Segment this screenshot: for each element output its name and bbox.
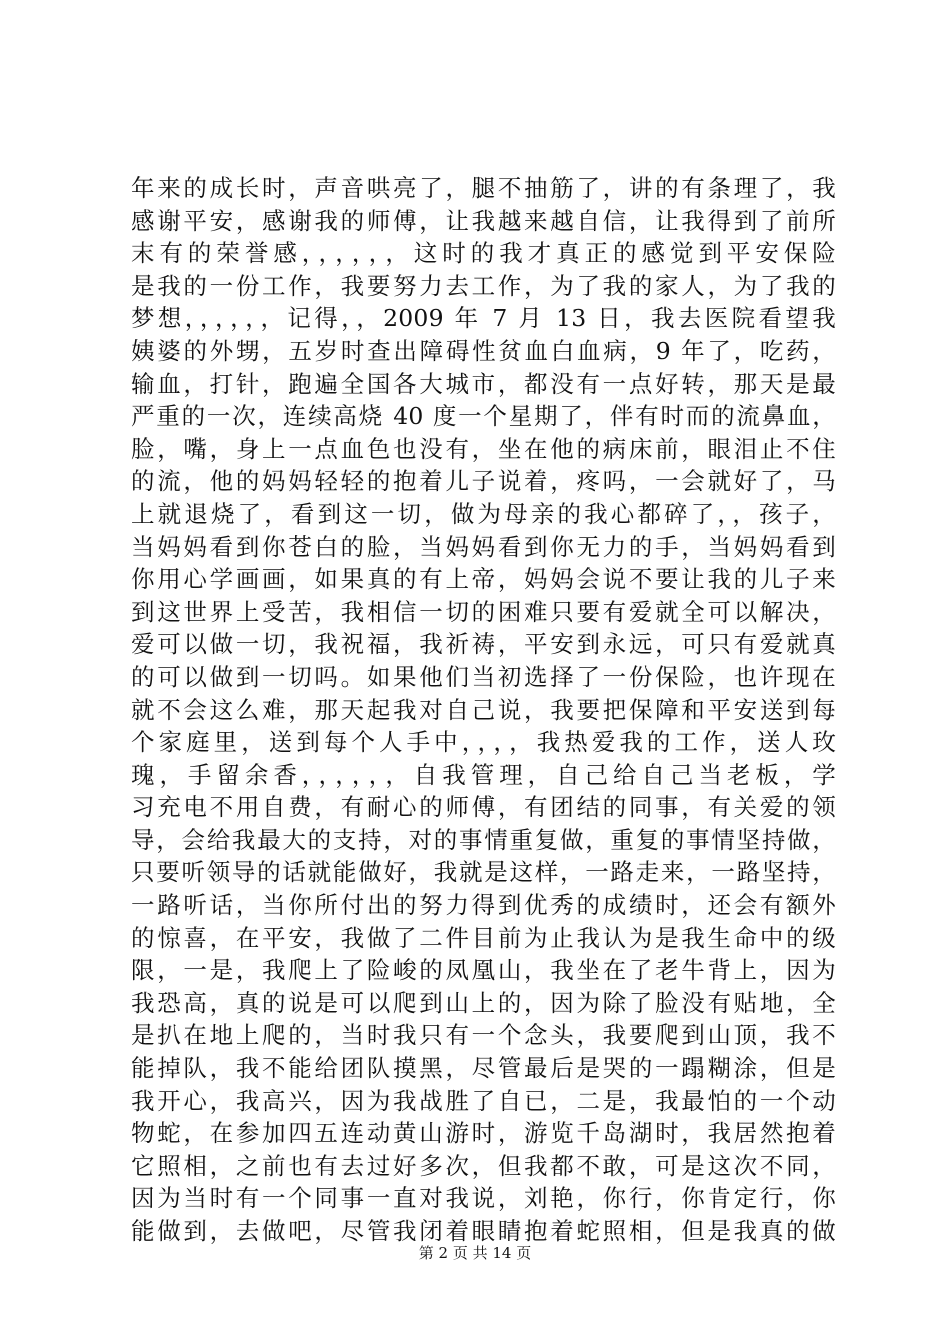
- text-line: 年来的成长时，声音哄亮了，腿不抽筋了，讲的有条理了，我: [131, 174, 836, 202]
- text-line: 我开心，我高兴，因为我战胜了自已，二是，我最怕的一个动: [131, 1086, 836, 1115]
- text-line: 能做到，去做吧，尽管我闭着眼睛抱着蛇照相，但是我真的做: [131, 1217, 836, 1245]
- text-line: 导，会给我最大的支持，对的事情重复做，重复的事情坚持做，: [131, 825, 836, 854]
- text-line: 瑰，手留余香，，，，，，自我管理，自己给自己当老板，学: [131, 760, 836, 789]
- text-line: 感谢平安，感谢我的师傅，让我越来越自信，让我得到了前所: [131, 206, 836, 235]
- text-line: 的惊喜，在平安，我做了二件目前为止我认为是我生命中的级: [131, 923, 836, 952]
- text-line: 因为当时有一个同事一直对我说，刘艳，你行，你肯定行，你: [131, 1184, 836, 1213]
- text-line: 习充电不用自费，有耐心的师傅，有团结的同事，有关爱的领: [131, 793, 836, 822]
- text-line: 到这世界上受苦，我相信一切的困难只要有爱就全可以解决，: [131, 597, 836, 626]
- text-line: 物蛇，在参加四五连动黄山游时，游览千岛湖时，我居然抱着: [131, 1119, 836, 1148]
- text-line: 是扒在地上爬的，当时我只有一个念头，我要爬到山顶，我不: [131, 1021, 836, 1050]
- page-number-footer: 第 2 页 共 14 页: [418, 1244, 532, 1262]
- text-line: 就不会这么难，那天起我对自己说，我要把保障和平安送到每: [131, 695, 836, 724]
- text-line: 末有的荣誉感，，，，，，这时的我才真正的感觉到平安保险: [131, 239, 836, 268]
- text-line: 爱可以做一切，我祝福，我祈祷，平安到永远，可只有爱就真: [131, 630, 836, 659]
- text-line: 它照相，之前也有去过好多次，但我都不敢，可是这次不同，: [131, 1151, 836, 1180]
- text-line: 的流，他的妈妈轻轻的抱着儿子说着，疼吗，一会就好了，马: [131, 467, 836, 496]
- text-line: 我恐高，真的说是可以爬到山上的，因为除了脸没有贴地，全: [131, 988, 836, 1017]
- text-line: 严重的一次，连续高烧 40 度一个星期了，伴有时而的流鼻血，: [131, 402, 836, 431]
- text-line: 输血，打针，跑遍全国各大城市，都没有一点好转，那天是最: [131, 369, 836, 398]
- text-line: 脸，嘴，身上一点血色也没有，坐在他的病床前，眼泪止不住: [131, 434, 836, 463]
- text-line: 能掉队，我不能给团队摸黑，尽管最后是哭的一蹋糊涂，但是: [131, 1054, 836, 1083]
- text-line: 当妈妈看到你苍白的脸，当妈妈看到你无力的手，当妈妈看到: [131, 532, 836, 561]
- text-line: 的可以做到一切吗。如果他们当初选择了一份保险，也许现在: [131, 662, 836, 691]
- text-line: 限，一是，我爬上了险峻的凤凰山，我坐在了老牛背上，因为: [131, 956, 836, 985]
- body-text: [131, 172, 836, 1248]
- text-line: 只要听领导的话就能做好，我就是这样，一路走来，一路坚持，: [131, 858, 836, 887]
- text-line: 个家庭里，送到每个人手中，，，，我热爱我的工作，送人玫: [131, 728, 836, 757]
- text-line: 梦想，，，，，，记得，，2009 年 7 月 13 日，我去医院看望我: [131, 304, 836, 333]
- text-line: 是我的一份工作，我要努力去工作，为了我的家人，为了我的: [131, 271, 836, 300]
- text-line: 姨婆的外甥，五岁时查出障碍性贫血白血病，9 年了，吃药，: [131, 336, 836, 365]
- text-line: 一路听话，当你所付出的努力得到优秀的成绩时，还会有额外: [131, 891, 836, 920]
- text-line: 你用心学画画，如果真的有上帝，妈妈会说不要让我的儿子来: [131, 565, 836, 594]
- text-line: 上就退烧了，看到这一切，做为母亲的我心都碎了，，孩子，: [131, 499, 836, 528]
